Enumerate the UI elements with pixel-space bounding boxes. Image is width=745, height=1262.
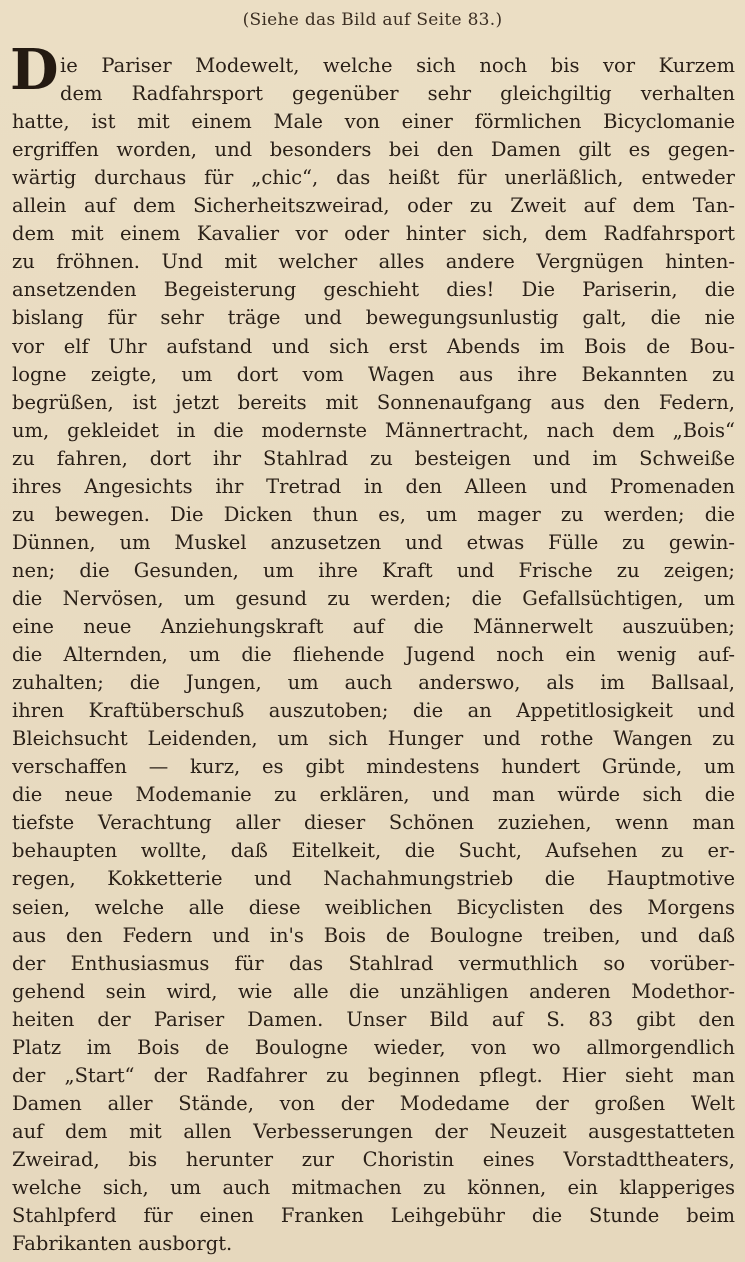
text-line: die Nervösen, um gesund zu werden; die Gefallsüchtigen, um: [12, 586, 735, 610]
text-line: zu fahren, dort ihr Stahlrad zu besteigen und im Schweiße: [12, 446, 735, 470]
text-line: auf dem mit allen Verbesserungen der Neuzeit ausgestatteten: [12, 1119, 735, 1143]
text-line: der Enthusiasmus für das Stahlrad vermuthlich so vorüber-: [12, 951, 735, 975]
text-line: Dünnen, um Muskel anzusetzen und etwas Fülle zu gewin-: [12, 530, 735, 554]
text-line: Bleichsucht Leidenden, um sich Hunger und rothe Wangen zu: [12, 727, 735, 751]
text-line: Damen aller Stände, von der Modedame der großen Welt: [12, 1091, 735, 1115]
text-line: nen; die Gesunden, um ihre Kraft und Frische zu zeigen;: [12, 558, 735, 582]
picture-reference-caption: (Siehe das Bild auf Seite 83.): [242, 10, 503, 30]
text-line: die Alternden, um die fliehende Jugend noch ein wenig auf-: [12, 643, 735, 667]
text-line: allein auf dem Sicherheitszweirad, oder zu Zweit auf dem Tan-: [12, 194, 735, 218]
text-line: zu bewegen. Die Dicken thun es, um mager zu werden; die: [12, 502, 735, 526]
text-line: behaupten wollte, daß Eitelkeit, die Sucht, Aufsehen zu er-: [12, 839, 735, 863]
text-line: Zweirad, bis herunter zur Choristin eines Vorstadttheaters,: [12, 1147, 735, 1171]
text-line: regen, Kokketterie und Nachahmungstrieb die Hauptmotive: [12, 867, 735, 891]
text-line: bislang für sehr träge und bewegungsunlustig galt, die nie: [12, 306, 735, 330]
text-line: Platz im Bois de Boulogne wieder, von wo allmorgendlich: [12, 1035, 735, 1059]
drop-cap-initial: D: [10, 37, 59, 103]
text-line: zuhalten; die Jungen, um auch anderswo, als im Ballsaal,: [12, 671, 735, 695]
text-line: ansetzenden Begeisterung geschieht dies! Die Pariserin, die: [12, 278, 735, 302]
text-line: aus den Federn und in's Bois de Boulogne treiben, und daß: [12, 923, 735, 947]
text-line: gehend sein wird, wie alle die unzähligen anderen Modethor-: [12, 979, 735, 1003]
text-line: ihres Angesichts ihr Tretrad in den Alleen und Promenaden: [12, 474, 735, 498]
text-line: verschaffen — kurz, es gibt mindestens hundert Gründe, um: [12, 755, 735, 779]
text-line: zu fröhnen. Und mit welcher alles andere Vergnügen hinten-: [12, 250, 735, 274]
text-line: dem Radfahrsport gegenüber sehr gleichgiltig verhalten: [60, 82, 735, 106]
text-line: ihren Kraftüberschuß auszutoben; die an Appetitlosigkeit und: [12, 699, 735, 723]
text-line: um, gekleidet in die modernste Männertracht, nach dem „Bois“: [12, 418, 735, 442]
text-line: welche sich, um auch mitmachen zu können, ein klapperiges: [12, 1176, 735, 1199]
text-line: eine neue Anziehungskraft auf die Männerwelt auszuüben;: [12, 615, 735, 638]
text-line: die neue Modemanie zu erklären, und man würde sich die: [12, 783, 735, 807]
text-line: tiefste Verachtung aller dieser Schönen zuziehen, wenn man: [12, 811, 735, 835]
text-line: Fabrikanten ausborgt.: [12, 1232, 233, 1256]
text-line: der „Start“ der Radfahrer zu beginnen pflegt. Hier sieht man: [12, 1063, 735, 1087]
text-line: dem mit einem Kavalier vor oder hinter sich, dem Radfahrsport: [12, 222, 735, 246]
text-line: begrüßen, ist jetzt bereits mit Sonnenaufgang aus den Federn,: [12, 390, 735, 414]
text-line: logne zeigte, um dort vom Wagen aus ihre Bekannten zu: [12, 362, 735, 386]
text-line: ergriffen worden, und besonders bei den Damen gilt es gegen-: [12, 138, 735, 162]
text-line: heiten der Pariser Damen. Unser Bild auf S. 83 gibt den: [12, 1007, 735, 1031]
text-line: vor elf Uhr aufstand und sich erst Abends im Bois de Bou-: [12, 334, 735, 358]
text-line: Stahlpferd für einen Franken Leihgebühr die Stunde beim: [12, 1204, 735, 1228]
text-line: ie Pariser Modewelt, welche sich noch bis vor Kurzem: [60, 54, 735, 77]
text-line: wärtig durchaus für „chic“, das heißt für unerläßlich, entweder: [12, 166, 735, 190]
text-line: seien, welche alle diese weiblichen Bicyclisten des Morgens: [12, 895, 735, 919]
text-line: hatte, ist mit einem Male von einer förmlichen Bicyclomanie: [12, 110, 735, 134]
